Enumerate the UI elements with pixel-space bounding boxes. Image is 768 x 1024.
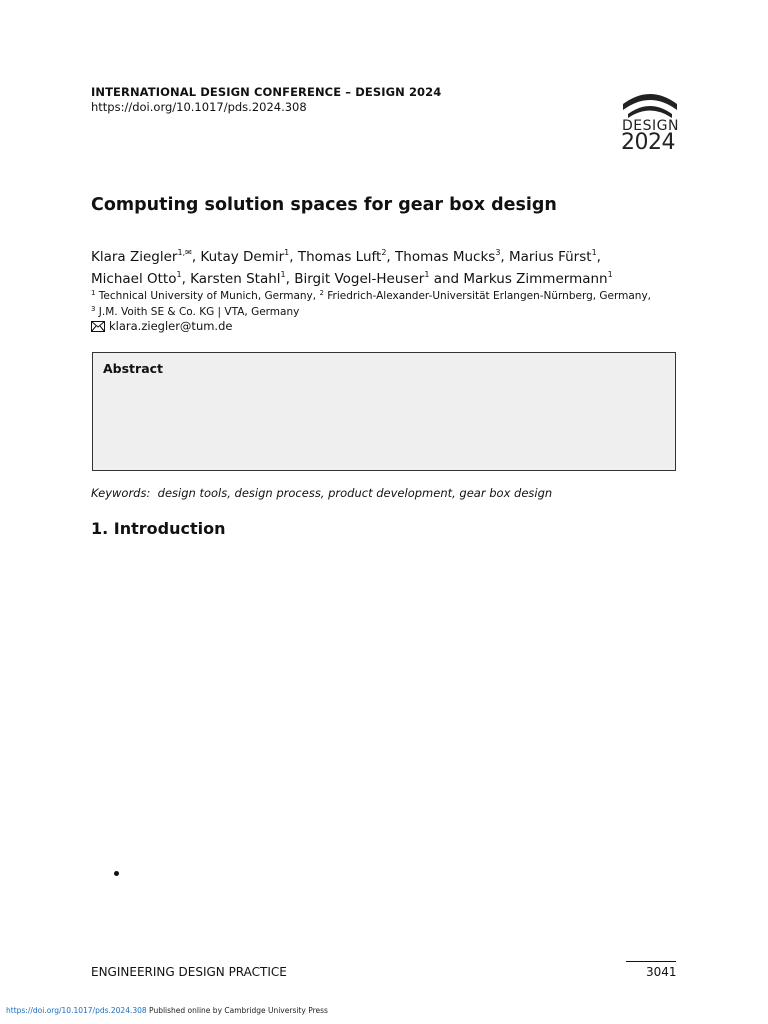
author-sup: 1	[424, 270, 430, 279]
doi-footer-link[interactable]: https://doi.org/10.1017/pds.2024.308	[6, 1006, 147, 1015]
author-sep: ,	[596, 249, 601, 265]
corresponding-email	[91, 319, 232, 333]
email-address[interactable]: klara.ziegler@tum.de	[109, 319, 233, 333]
doi-header[interactable]: https://doi.org/10.1017/pds.2024.308	[91, 100, 307, 114]
author-sup: 1	[591, 248, 597, 257]
author: Thomas Mucks	[395, 249, 496, 265]
logo-text-design: DESIGN	[622, 118, 679, 134]
keywords	[91, 486, 552, 500]
section-heading: 1. Introduction	[91, 519, 226, 538]
affil-sup: 1	[91, 289, 96, 297]
footer-journal: ENGINEERING DESIGN PRACTICE	[91, 965, 287, 979]
page-number: 3041	[646, 965, 677, 979]
author-sep: ,	[191, 249, 201, 265]
author: Marius Fürst	[509, 249, 592, 265]
keywords-list: design tools, design process, product development, gear box design	[157, 486, 553, 500]
author-sup: 3	[495, 248, 501, 257]
publication-note	[6, 1006, 328, 1015]
author-sep: ,	[181, 271, 191, 287]
conference-name: INTERNATIONAL DESIGN CONFERENCE – DESIGN 2024	[91, 85, 442, 99]
affil-sup: 3	[91, 305, 96, 313]
author-sep: ,	[386, 249, 396, 265]
author: Birgit Vogel-Heuser	[294, 271, 425, 287]
author: Kutay Demir	[200, 249, 285, 265]
author-sup: 1	[284, 248, 290, 257]
author-sep: ,	[285, 271, 295, 287]
author: Klara Ziegler	[91, 249, 178, 265]
affiliations	[91, 287, 691, 319]
author-sup: 1	[176, 270, 182, 279]
paper-title: Computing solution spaces for gear box design	[91, 195, 557, 215]
affil-sup: 2	[319, 289, 324, 297]
author: Michael Otto	[91, 271, 177, 287]
author-sup: 1,✉	[177, 248, 192, 257]
keywords-label: Keywords:	[91, 486, 151, 500]
published-by: Published online by Cambridge University Press	[146, 1006, 328, 1015]
author: Karsten Stahl	[190, 271, 281, 287]
logo-text-year: 2024	[621, 130, 675, 155]
author-sep: ,	[289, 249, 298, 265]
bullet-point	[114, 871, 119, 876]
arch-icon	[620, 86, 680, 118]
author: Thomas Luft	[297, 249, 382, 265]
author-sup: 2	[381, 248, 387, 257]
author-sup: 1	[607, 270, 613, 279]
author-sup: 1	[280, 270, 286, 279]
footer-rule	[626, 961, 676, 962]
author-sep: and	[429, 271, 464, 287]
abstract-heading: Abstract	[103, 361, 164, 376]
abstract-box	[92, 352, 676, 471]
envelope-icon	[91, 321, 105, 332]
affiliation: Technical University of Munich, Germany,	[95, 290, 320, 302]
author: Markus Zimmermann	[463, 271, 608, 287]
author-list	[91, 244, 681, 288]
design-2024-logo	[620, 86, 680, 158]
author-sep: ,	[500, 249, 509, 265]
affiliation: Friedrich-Alexander-Universität Erlangen-Nürnberg, Germany,	[323, 290, 652, 302]
affiliation: J.M. Voith SE & Co. KG | VTA, Germany	[95, 306, 300, 318]
